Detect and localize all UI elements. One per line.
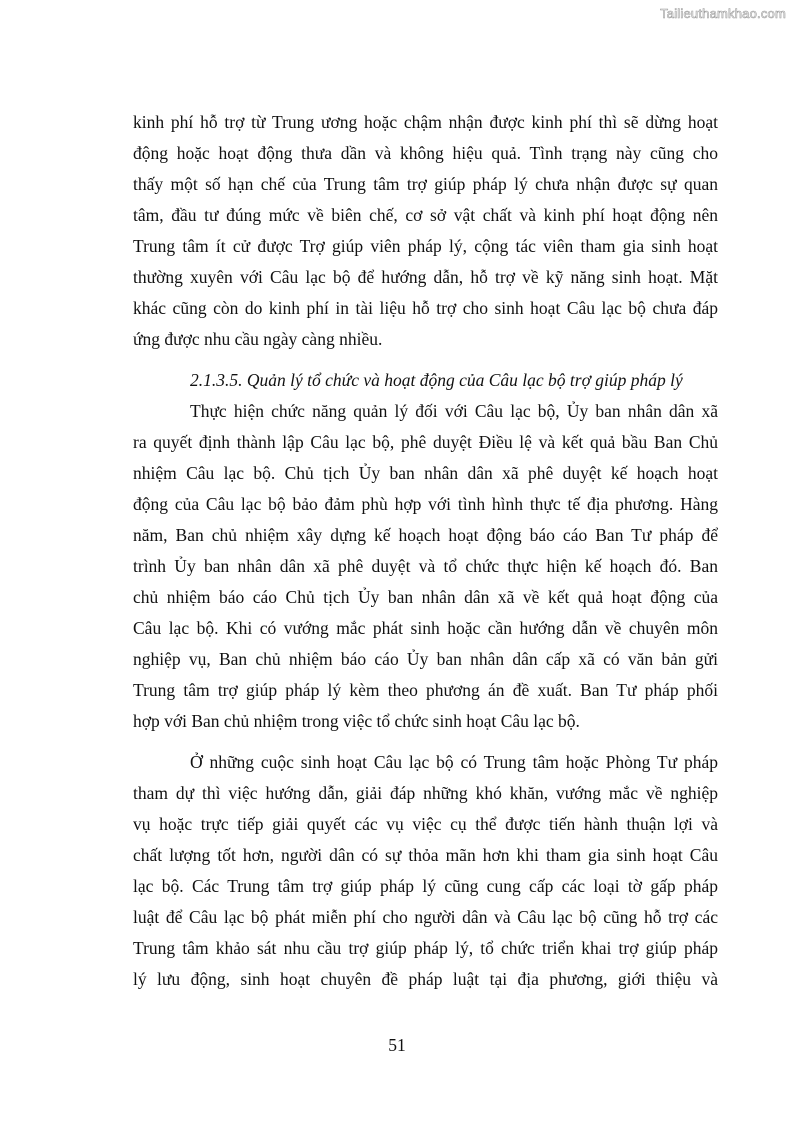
- text-line: lý lưu động, sinh hoạt chuyên đề pháp luật tại địa phương, giới thiệu và: [133, 969, 718, 989]
- text-line: Trung tâm khảo sát nhu cầu trợ giúp pháp lý, tổ chức triển khai trợ giúp pháp: [133, 938, 718, 958]
- paragraph: [133, 747, 718, 995]
- text-line: nghiệp vụ, Ban chủ nhiệm báo cáo Ủy ban nhân dân cấp xã có văn bản gửi: [133, 649, 718, 669]
- text-line: Ở những cuộc sinh hoạt Câu lạc bộ có Trung tâm hoặc Phòng Tư pháp: [190, 752, 718, 772]
- text-line: năm, Ban chủ nhiệm xây dựng kế hoạch hoạt động báo cáo Ban Tư pháp để: [133, 525, 718, 545]
- text-line: tham dự thì việc hướng dẫn, giải đáp những khó khăn, vướng mắc về nghiệp: [133, 783, 718, 803]
- text-line: 2.1.3.5. Quản lý tổ chức và hoạt động của Câu lạc bộ trợ giúp pháp lý: [190, 370, 683, 390]
- text-line: tâm, đầu tư đúng mức về biên chế, cơ sở vật chất và kinh phí hoạt động nên: [133, 205, 718, 225]
- text-line: lạc bộ. Các Trung tâm trợ giúp pháp lý cũng cung cấp các loại tờ gấp pháp: [133, 876, 718, 896]
- section-heading: [133, 365, 718, 396]
- text-line: khác cũng còn do kinh phí in tài liệu hỗ trợ cho sinh hoạt Câu lạc bộ chưa đáp: [133, 298, 718, 318]
- text-line: luật để Câu lạc bộ phát miễn phí cho người dân và Câu lạc bộ cũng hỗ trợ các: [133, 907, 718, 927]
- paragraph: [133, 107, 718, 355]
- text-line: chủ nhiệm báo cáo Chủ tịch Ủy ban nhân dân xã về kết quả hoạt động của: [133, 587, 718, 607]
- watermark: Tailieuthamkhao.com: [660, 6, 786, 21]
- page-number: 51: [388, 1035, 406, 1055]
- text-line: vụ hoặc trực tiếp giải quyết các vụ việc cụ thể được tiến hành thuận lợi và: [133, 814, 718, 834]
- text-line: thấy một số hạn chế của Trung tâm trợ giúp pháp lý chưa nhận được sự quan: [133, 174, 718, 194]
- text-line: ứng được nhu cầu ngày càng nhiều.: [133, 329, 383, 349]
- text-line: hợp với Ban chủ nhiệm trong việc tổ chức sinh hoạt Câu lạc bộ.: [133, 711, 580, 731]
- text-line: Thực hiện chức năng quản lý đối với Câu lạc bộ, Ủy ban nhân dân xã: [190, 401, 718, 421]
- paragraph: [133, 396, 718, 737]
- text-line: Câu lạc bộ. Khi có vướng mắc phát sinh hoặc cần hướng dẫn về chuyên môn: [133, 618, 718, 638]
- text-line: chất lượng tốt hơn, người dân có sự thỏa mãn hơn khi tham gia sinh hoạt Câu: [133, 845, 718, 865]
- text-line: thường xuyên với Câu lạc bộ để hướng dẫn, hỗ trợ về kỹ năng sinh hoạt. Mặt: [133, 267, 718, 287]
- document-body: [133, 107, 718, 995]
- text-line: động hoặc hoạt động thưa dần và không hiệu quả. Tình trạng này cũng cho: [133, 143, 718, 163]
- text-line: kinh phí hỗ trợ từ Trung ương hoặc chậm nhận được kinh phí thì sẽ dừng hoạt: [133, 112, 718, 132]
- text-line: trình Ủy ban nhân dân xã phê duyệt và tổ chức thực hiện kế hoạch đó. Ban: [133, 556, 718, 576]
- text-line: Trung tâm ít cử được Trợ giúp viên pháp lý, cộng tác viên tham gia sinh hoạt: [133, 236, 718, 256]
- text-line: nhiệm Câu lạc bộ. Chủ tịch Ủy ban nhân dân xã phê duyệt kế hoạch hoạt: [133, 463, 718, 483]
- text-line: Trung tâm trợ giúp pháp lý kèm theo phương án đề xuất. Ban Tư pháp phối: [133, 680, 718, 700]
- text-line: động của Câu lạc bộ bảo đảm phù hợp với tình hình thực tế địa phương. Hàng: [133, 494, 718, 514]
- text-line: ra quyết định thành lập Câu lạc bộ, phê duyệt Điều lệ và kết quả bầu Ban Chủ: [133, 432, 718, 452]
